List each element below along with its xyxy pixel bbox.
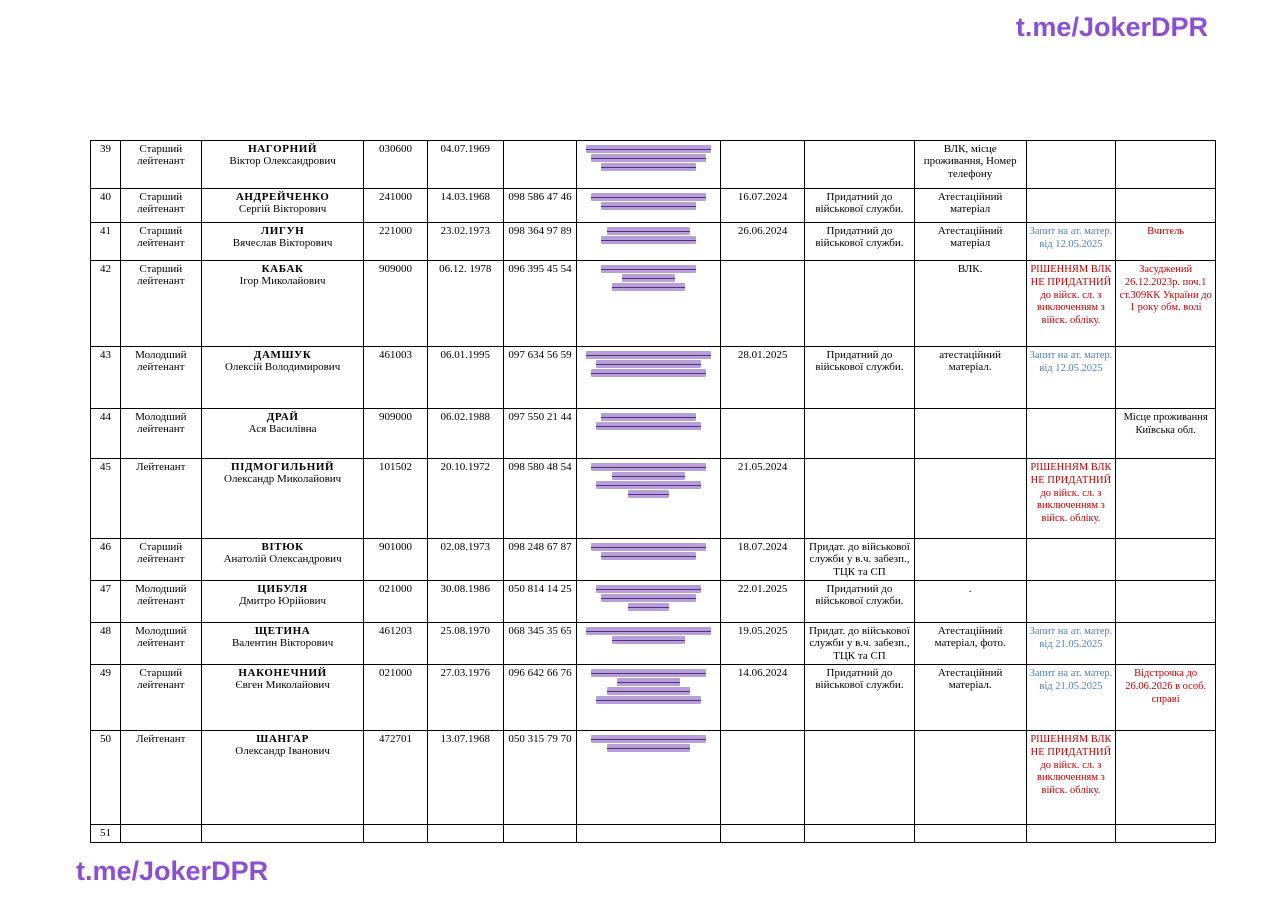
- code-cell: 221000: [364, 223, 427, 261]
- fitness-cell: [805, 825, 915, 843]
- date-cell: 19.05.2025: [721, 623, 805, 665]
- request-cell: Запит на ат. матер. від 21.05.2025: [1026, 623, 1116, 665]
- rank-cell: Молодший лейтенант: [120, 581, 201, 623]
- document-cell: Атестаційний матеріал.: [914, 665, 1026, 731]
- date-cell: 18.07.2024: [721, 539, 805, 581]
- note-cell: [1116, 539, 1216, 581]
- address-cell-redacted: [577, 189, 721, 223]
- table-row: [91, 261, 1216, 347]
- phone-cell: 097 634 56 59: [503, 347, 576, 409]
- note-cell: [1116, 623, 1216, 665]
- phone-cell: 098 580 48 54: [503, 459, 576, 539]
- note-cell: [1116, 347, 1216, 409]
- table-row: [91, 409, 1216, 459]
- name-cell: ДРАЙ Ася Василівна: [201, 409, 364, 459]
- name-cell: ВІТЮК Анатолій Олександрович: [201, 539, 364, 581]
- note-cell: [1116, 189, 1216, 223]
- name-cell: АНДРЕЙЧЕНКО Сергій Вікторович: [201, 189, 364, 223]
- phone-cell: [503, 141, 576, 189]
- row-number: 50: [91, 731, 121, 825]
- row-number: 41: [91, 223, 121, 261]
- name-cell: НАГОРНИЙ Віктор Олександрович: [201, 141, 364, 189]
- rank-cell: Молодший лейтенант: [120, 623, 201, 665]
- address-cell-redacted: [577, 141, 721, 189]
- document-cell: Атестаційний матеріал, фото.: [914, 623, 1026, 665]
- table-row: [91, 223, 1216, 261]
- address-cell-redacted: [577, 261, 721, 347]
- phone-cell: 096 395 45 54: [503, 261, 576, 347]
- rank-cell: Старший лейтенант: [120, 189, 201, 223]
- request-cell: Запит на ат. матер. від 21.05.2025: [1026, 665, 1116, 731]
- watermark-bottom: t.me/JokerDPR: [76, 856, 269, 886]
- name-cell: ДАМШУК Олексій Володимирович: [201, 347, 364, 409]
- dob-cell: 30.08.1986: [427, 581, 503, 623]
- fitness-cell: Придат. до військової служби у в.ч. забезп., ТЦК та СП: [805, 623, 915, 665]
- row-number: 51: [91, 825, 121, 843]
- fitness-cell: [805, 261, 915, 347]
- date-cell: 26.06.2024: [721, 223, 805, 261]
- request-cell: [1026, 141, 1116, 189]
- date-cell: [721, 731, 805, 825]
- request-cell: Запит на ат. матер. від 12.05.2025: [1026, 223, 1116, 261]
- code-cell: 101502: [364, 459, 427, 539]
- dob-cell: 25.08.1970: [427, 623, 503, 665]
- date-cell: 28.01.2025: [721, 347, 805, 409]
- row-number: 49: [91, 665, 121, 731]
- document-cell: атестаційний матеріал.: [914, 347, 1026, 409]
- name-cell: ЛИГУН Вячеслав Вікторович: [201, 223, 364, 261]
- name-cell: ЦИБУЛЯ Дмитро Юрійович: [201, 581, 364, 623]
- code-cell: 909000: [364, 261, 427, 347]
- document-cell: Атестаційний матеріал: [914, 189, 1026, 223]
- note-cell: Місце проживання Київська обл.: [1116, 409, 1216, 459]
- request-cell: Запит на ат. матер. від 12.05.2025: [1026, 347, 1116, 409]
- code-cell: 030600: [364, 141, 427, 189]
- request-cell: РІШЕННЯМ ВЛК НЕ ПРИДАТНИЙ до війск. сл. з виключенням з війск. обліку.: [1026, 261, 1116, 347]
- rank-cell: Лейтенант: [120, 459, 201, 539]
- fitness-cell: Придатний до військової служби.: [805, 347, 915, 409]
- dob-cell: 20.10.1972: [427, 459, 503, 539]
- address-cell-redacted: [577, 825, 721, 843]
- date-cell: 21.05.2024: [721, 459, 805, 539]
- fitness-cell: [805, 731, 915, 825]
- row-number: 43: [91, 347, 121, 409]
- rank-cell: Старший лейтенант: [120, 261, 201, 347]
- personnel-table: [90, 140, 1216, 843]
- dob-cell: 06.01.1995: [427, 347, 503, 409]
- name-cell: ЩЕТИНА Валентин Вікторович: [201, 623, 364, 665]
- date-cell: [721, 825, 805, 843]
- rank-cell: Старший лейтенант: [120, 141, 201, 189]
- row-number: 45: [91, 459, 121, 539]
- dob-cell: 27.03.1976: [427, 665, 503, 731]
- document-cell: ВЛК, місце проживання, Номер телефону: [914, 141, 1026, 189]
- date-cell: [721, 409, 805, 459]
- table-body: [91, 141, 1216, 843]
- table-row: [91, 539, 1216, 581]
- code-cell: 241000: [364, 189, 427, 223]
- code-cell: 461203: [364, 623, 427, 665]
- address-cell-redacted: [577, 731, 721, 825]
- address-cell-redacted: [577, 665, 721, 731]
- request-cell: [1026, 409, 1116, 459]
- rank-cell: [120, 825, 201, 843]
- name-cell: [201, 825, 364, 843]
- dob-cell: 02.08.1973: [427, 539, 503, 581]
- phone-cell: [503, 825, 576, 843]
- row-number: 48: [91, 623, 121, 665]
- request-cell: [1026, 189, 1116, 223]
- table-row: [91, 347, 1216, 409]
- fitness-cell: Придатний до військової служби.: [805, 581, 915, 623]
- address-cell-redacted: [577, 347, 721, 409]
- phone-cell: 097 550 21 44: [503, 409, 576, 459]
- code-cell: 021000: [364, 581, 427, 623]
- row-number: 42: [91, 261, 121, 347]
- phone-cell: 096 642 66 76: [503, 665, 576, 731]
- dob-cell: [427, 825, 503, 843]
- dob-cell: 04.07.1969: [427, 141, 503, 189]
- code-cell: [364, 825, 427, 843]
- code-cell: 461003: [364, 347, 427, 409]
- address-cell-redacted: [577, 409, 721, 459]
- address-cell-redacted: [577, 539, 721, 581]
- phone-cell: 068 345 35 65: [503, 623, 576, 665]
- table-row: [91, 825, 1216, 843]
- address-cell-redacted: [577, 223, 721, 261]
- document-cell: [914, 539, 1026, 581]
- note-cell: [1116, 825, 1216, 843]
- document-cell: [914, 825, 1026, 843]
- rank-cell: Старший лейтенант: [120, 539, 201, 581]
- date-cell: [721, 141, 805, 189]
- document-cell: [914, 731, 1026, 825]
- table-row: [91, 731, 1216, 825]
- rank-cell: Лейтенант: [120, 731, 201, 825]
- row-number: 39: [91, 141, 121, 189]
- dob-cell: 23.02.1973: [427, 223, 503, 261]
- rank-cell: Молодший лейтенант: [120, 409, 201, 459]
- request-cell: [1026, 825, 1116, 843]
- note-cell: Вчитель: [1116, 223, 1216, 261]
- name-cell: ПІДМОГИЛЬНИЙ Олександр Миколайович: [201, 459, 364, 539]
- phone-cell: 098 364 97 89: [503, 223, 576, 261]
- code-cell: 021000: [364, 665, 427, 731]
- address-cell-redacted: [577, 459, 721, 539]
- phone-cell: 098 586 47 46: [503, 189, 576, 223]
- fitness-cell: Придатний до військової служби.: [805, 223, 915, 261]
- code-cell: 909000: [364, 409, 427, 459]
- document-cell: [914, 459, 1026, 539]
- note-cell: [1116, 731, 1216, 825]
- document-cell: ВЛК.: [914, 261, 1026, 347]
- date-cell: 16.07.2024: [721, 189, 805, 223]
- table-row: [91, 141, 1216, 189]
- fitness-cell: Придатний до військової служби.: [805, 189, 915, 223]
- fitness-cell: [805, 409, 915, 459]
- dob-cell: 06.02.1988: [427, 409, 503, 459]
- dob-cell: 13.07.1968: [427, 731, 503, 825]
- name-cell: ШАНГАР Олександр Іванович: [201, 731, 364, 825]
- fitness-cell: [805, 141, 915, 189]
- document-cell: .: [914, 581, 1026, 623]
- name-cell: НАКОНЕЧНИЙ Євген Миколайович: [201, 665, 364, 731]
- request-cell: РІШЕННЯМ ВЛК НЕ ПРИДАТНИЙ до війск. сл. з виключенням з війск. обліку.: [1026, 459, 1116, 539]
- name-cell: КАБАК Ігор Миколайович: [201, 261, 364, 347]
- table-row: [91, 623, 1216, 665]
- note-cell: Відстрочка до 26.06.2026 в особ. справі: [1116, 665, 1216, 731]
- rank-cell: Старший лейтенант: [120, 223, 201, 261]
- phone-cell: 050 315 79 70: [503, 731, 576, 825]
- table-row: [91, 459, 1216, 539]
- date-cell: 22.01.2025: [721, 581, 805, 623]
- dob-cell: 06.12. 1978: [427, 261, 503, 347]
- note-cell: [1116, 459, 1216, 539]
- address-cell-redacted: [577, 623, 721, 665]
- note-cell: [1116, 141, 1216, 189]
- note-cell: Засуджений 26.12.2023р. поч.1 ст.309КК України до 1 року обм. волі: [1116, 261, 1216, 347]
- fitness-cell: Придат. до військової служби у в.ч. забезп., ТЦК та СП: [805, 539, 915, 581]
- row-number: 47: [91, 581, 121, 623]
- row-number: 46: [91, 539, 121, 581]
- fitness-cell: Придатний до військової служби.: [805, 665, 915, 731]
- row-number: 44: [91, 409, 121, 459]
- date-cell: [721, 261, 805, 347]
- request-cell: [1026, 581, 1116, 623]
- document-cell: Атестаційний матеріал: [914, 223, 1026, 261]
- request-cell: РІШЕННЯМ ВЛК НЕ ПРИДАТНИЙ до війск. сл. з виключенням з війск. обліку.: [1026, 731, 1116, 825]
- rank-cell: Молодший лейтенант: [120, 347, 201, 409]
- dob-cell: 14.03.1968: [427, 189, 503, 223]
- watermark-top: t.me/JokerDPR: [1015, 12, 1208, 42]
- code-cell: 472701: [364, 731, 427, 825]
- table-row: [91, 665, 1216, 731]
- date-cell: 14.06.2024: [721, 665, 805, 731]
- code-cell: 901000: [364, 539, 427, 581]
- note-cell: [1116, 581, 1216, 623]
- phone-cell: 098 248 67 87: [503, 539, 576, 581]
- table-row: [91, 189, 1216, 223]
- address-cell-redacted: [577, 581, 721, 623]
- row-number: 40: [91, 189, 121, 223]
- table-row: [91, 581, 1216, 623]
- document-cell: [914, 409, 1026, 459]
- rank-cell: Старший лейтенант: [120, 665, 201, 731]
- request-cell: [1026, 539, 1116, 581]
- phone-cell: 050 814 14 25: [503, 581, 576, 623]
- fitness-cell: [805, 459, 915, 539]
